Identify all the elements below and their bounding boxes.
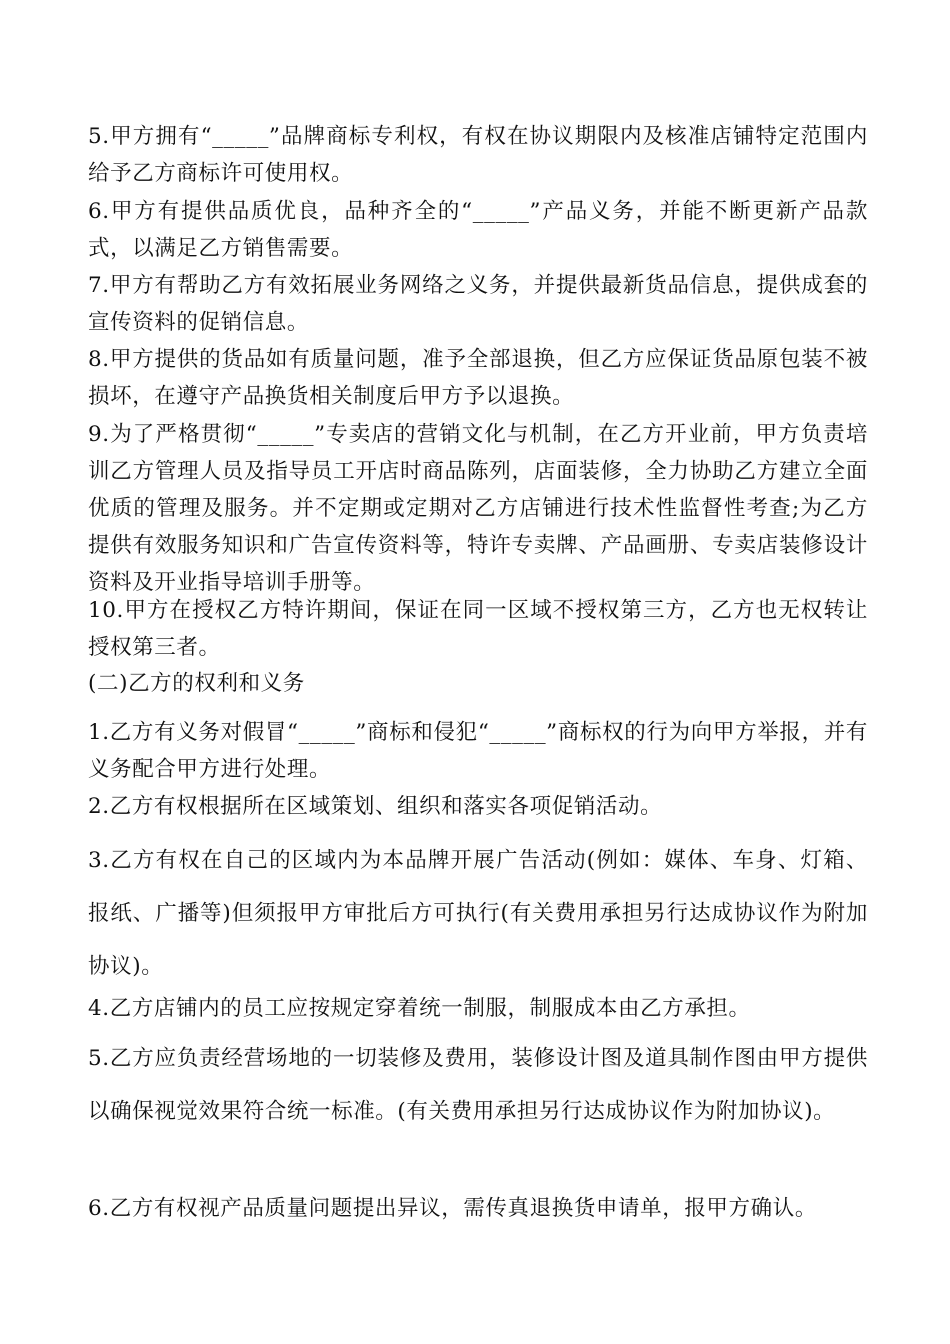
clause-7: 7.甲方有帮助乙方有效拓展业务网络之义务，并提供最新货品信息，提供成套的宣传资料的促销信息。	[88, 273, 868, 335]
party-b-item-5: 5.乙方应负责经营场地的一切装修及费用，装修设计图及道具制作图由甲方提供以确保视觉效果符合统一标准。(有关费用承担另行达成协议作为附加协议)。	[88, 1046, 868, 1124]
party-b-item-6: 6.乙方有权视产品质量问题提出异议，需传真退换货申请单，报甲方确认。	[88, 1196, 817, 1221]
clause-9: 9.为了严格贯彻“_____”专卖店的营销文化与机制，在乙方开业前，甲方负责培训乙方管理人员及指导员工开店时商品陈列，店面装修，全力协助乙方建立全面优质的管理及服务。并不定期或定期对乙方店铺进行技术性监督性考查;为乙方提供有效服务知识和广告宣传资料等，特许专卖牌、产品画册、专卖店装修设计资料及开业指导培训手册等。	[88, 422, 868, 595]
section-heading: (二)乙方的权利和义务	[88, 671, 305, 696]
party-b-item-4: 4.乙方店铺内的员工应按规定穿着统一制服，制服成本由乙方承担。	[88, 996, 751, 1021]
party-b-item-2: 2.乙方有权根据所在区域策划、组织和落实各项促销活动。	[88, 794, 663, 819]
clause-8: 8.甲方提供的货品如有质量问题，准予全部退换，但乙方应保证货品原包装不被损坏，在遵守产品换货相关制度后甲方予以退换。	[88, 347, 868, 409]
party-b-item-1: 1.乙方有义务对假冒“_____”商标和侵犯“_____”商标权的行为向甲方举报，并有义务配合甲方进行处理。	[88, 720, 868, 782]
clause-5: 5.甲方拥有“_____”品牌商标专利权，有权在协议期限内及核准店铺特定范围内给予乙方商标许可使用权。	[88, 124, 868, 186]
clause-10: 10.甲方在授权乙方特许期间，保证在同一区域不授权第三方，乙方也无权转让授权第三者。	[88, 598, 868, 660]
document-page	[88, 0, 868, 1344]
clause-6: 6.甲方有提供品质优良，品种齐全的“_____”产品义务，并能不断更新产品款式，以满足乙方销售需要。	[88, 199, 868, 261]
party-b-item-3: 3.乙方有权在自己的区域内为本品牌开展广告活动(例如：媒体、车身、灯箱、报纸、广播等)但须报甲方审批后方可执行(有关费用承担另行达成协议作为附加协议)。	[88, 848, 868, 979]
